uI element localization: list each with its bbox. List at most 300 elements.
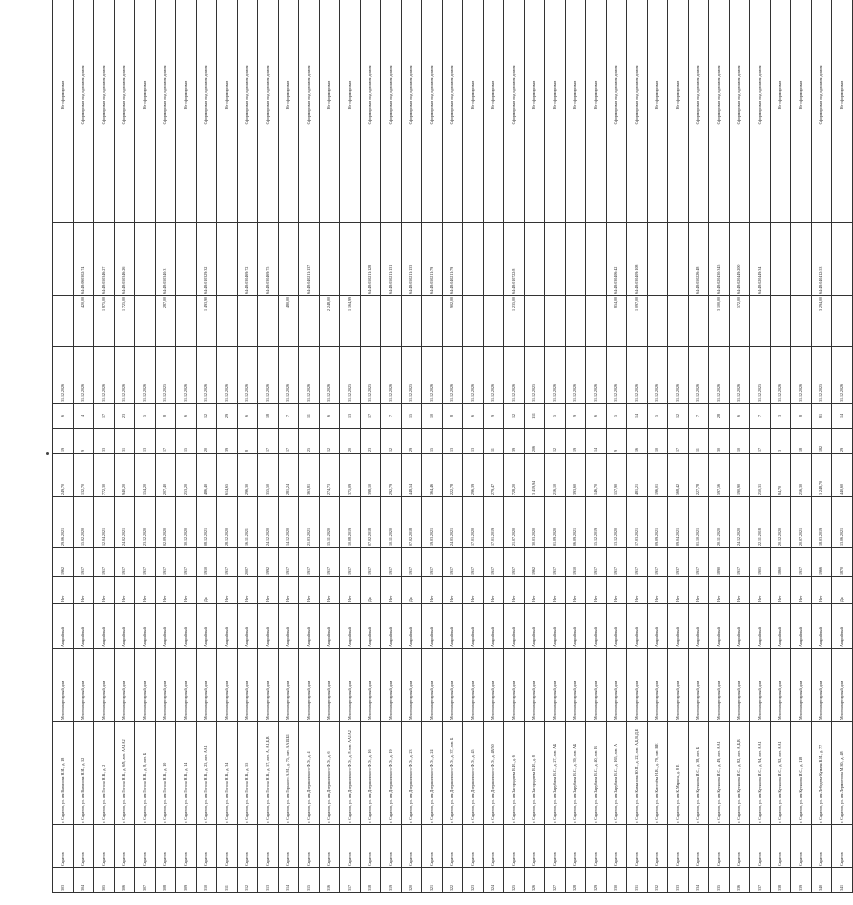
table-cell: Саратов [135, 825, 156, 868]
table-cell: 292,79 [381, 454, 402, 497]
table-cell: Многоквартирный дом [135, 649, 156, 722]
table-cell: Многоквартирный дом [504, 649, 525, 722]
table-cell: 332 [647, 868, 668, 893]
table-cell: 2 248,00 [319, 296, 340, 347]
table-cell: Не сформирован [176, 0, 197, 223]
table-cell: Многоквартирный дом [791, 649, 812, 722]
table-cell: г. Саратов, ул. им Киселёва Н.В., д. 79, лит. ВЕ [647, 722, 668, 825]
table-cell: 375,09 [340, 454, 361, 497]
table-row [360, 0, 381, 893]
table-cell: Многоквартирный дом [196, 649, 217, 722]
table-cell: 31.12.2025 [155, 347, 176, 404]
table-cell: Нет [750, 577, 771, 604]
table-cell: 3 248,70 [811, 454, 832, 497]
table-cell [483, 296, 504, 347]
table-cell: 31.12.2026 [606, 347, 627, 404]
table-cell: 1917 [422, 548, 443, 577]
table-cell: 1 725,00 [114, 296, 135, 347]
table-cell: 08.12.2021 [196, 497, 217, 548]
table-cell: 30 [709, 429, 730, 454]
table-cell: 481,21 [627, 454, 648, 497]
table-cell: г. Саратов, ул. им Дзержинского Ф.Э., д. 23 [401, 722, 422, 825]
table-row [442, 0, 463, 893]
table-cell [832, 296, 853, 347]
table-cell: 1 493,90 [196, 296, 217, 347]
table-cell [53, 296, 74, 347]
table-cell [770, 223, 791, 296]
table-cell: Нет [524, 577, 545, 604]
table-cell: г. Саратов, ул. им Вавилова Н.И., д. 18 [53, 722, 74, 825]
table-cell: 322 [442, 868, 463, 893]
table-cell: 10 [729, 429, 750, 454]
table-cell: 13.06.2021 [832, 497, 853, 548]
table-cell: г. Саратов, ул. им Дзержинского Ф.Э., д. 6 [319, 722, 340, 825]
table-cell: 64:48:060302:74 [73, 223, 94, 296]
table-cell: Многоквартирный дом [668, 649, 689, 722]
table-cell: г. Саратов, ул. им Дзержинского Ф.Э., д. 16 [360, 722, 381, 825]
table-cell: 12 [668, 404, 689, 429]
table-cell: 319 [381, 868, 402, 893]
table-cell: 196,01 [647, 454, 668, 497]
table-cell: г. Саратов, ул. им Зарубина В.С., д. 39, лит. АБ [565, 722, 586, 825]
table-cell [135, 223, 156, 296]
table-cell: 17 [360, 404, 381, 429]
table-cell: 31.12.2026 [565, 347, 586, 404]
table-row [811, 0, 832, 893]
table-cell: 340 [811, 868, 832, 893]
table-cell: 1917 [176, 548, 197, 577]
table-cell: 1905 [750, 548, 771, 577]
table-cell: 1917 [791, 548, 812, 577]
table-cell: 17 [155, 429, 176, 454]
table-cell: Нет [586, 577, 607, 604]
table-cell: 1917 [360, 548, 381, 577]
table-cell: 8 [155, 404, 176, 429]
table-cell: 190,90 [729, 454, 750, 497]
table-cell: Не сформирован [647, 0, 668, 223]
table-cell [770, 296, 791, 347]
table-cell: Нет [155, 577, 176, 604]
table-cell: Нет [94, 577, 115, 604]
table-cell: Саратов [422, 825, 443, 868]
table-cell: Нет [340, 577, 361, 604]
table-cell: 31.12.2026 [668, 347, 689, 404]
table-cell: 296,30 [237, 454, 258, 497]
table-cell: г. Саратов, ул. им Гоголя Н.В., д. 55 [237, 722, 258, 825]
table-cell: Многоквартирный дом [709, 649, 730, 722]
table-cell: 09.04.2021 [668, 497, 689, 548]
table-cell: Аварийный [750, 604, 771, 649]
table-cell: 13 [463, 429, 484, 454]
table-cell: 7 [750, 404, 771, 429]
table-cell: Аварийный [668, 604, 689, 649]
table-cell: Саратов [463, 825, 484, 868]
table-cell: Не сформирован [463, 0, 484, 223]
table-cell: 14 [586, 429, 607, 454]
table-cell: 1917 [729, 548, 750, 577]
table-cell: 20 [196, 429, 217, 454]
table-cell: Многоквартирный дом [176, 649, 197, 722]
table-cell: 1 097,00 [627, 296, 648, 347]
table-cell: 31.12.2026 [688, 347, 709, 404]
table-cell: 157,90 [606, 454, 627, 497]
table-cell: Аварийный [463, 604, 484, 649]
table-cell: Саратов [729, 825, 750, 868]
table-cell: Многоквартирный дом [750, 649, 771, 722]
table-cell: 310 [196, 868, 217, 893]
table-cell: Нет [565, 577, 586, 604]
table-cell: 1917 [545, 548, 566, 577]
table-cell: 256,30 [791, 454, 812, 497]
table-cell: 64:48:050346:27 [94, 223, 115, 296]
table-cell: Нет [709, 577, 730, 604]
table-cell: 311 [217, 868, 238, 893]
table-cell: 13 [135, 429, 156, 454]
table-cell: 31.12.2026 [463, 347, 484, 404]
table-cell: 17 [750, 429, 771, 454]
table-cell: 31.12.2026 [483, 347, 504, 404]
table-cell: Не сформирован [668, 0, 689, 223]
table-cell: 12 [319, 429, 340, 454]
table-cell: 1917 [299, 548, 320, 577]
table-cell: 15 [401, 404, 422, 429]
table-cell: Многоквартирный дом [319, 649, 340, 722]
table-cell: 4 [73, 404, 94, 429]
table-cell: 64:48:050226:48 [688, 223, 709, 296]
table-cell: Аварийный [278, 604, 299, 649]
table-cell: Да [401, 577, 422, 604]
table-cell [401, 296, 422, 347]
table-row [237, 0, 258, 893]
table-cell: Аварийный [524, 604, 545, 649]
table-cell: 1917 [155, 548, 176, 577]
table-cell: 15.11.2020 [319, 497, 340, 548]
table-cell: Сформирован под однимом домом [401, 0, 422, 223]
table-cell: 6 [53, 404, 74, 429]
table-cell: 329 [586, 868, 607, 893]
table-cell: Аварийный [196, 604, 217, 649]
table-cell: 338 [770, 868, 791, 893]
table-cell: Нет [176, 577, 197, 604]
table-cell: Аварийный [422, 604, 443, 649]
table-row [504, 0, 525, 893]
table-cell: Многоквартирный дом [53, 649, 74, 722]
table-cell: Нет [811, 577, 832, 604]
table-cell [360, 296, 381, 347]
table-cell: Нет [114, 577, 135, 604]
table-cell: 2007 [237, 548, 258, 577]
table-cell: 902,00 [442, 296, 463, 347]
table-row [729, 0, 750, 893]
table-cell: Аварийный [73, 604, 94, 649]
table-row [176, 0, 197, 893]
table-cell: Многоквартирный дом [442, 649, 463, 722]
table-cell: Саратов [688, 825, 709, 868]
table-cell: Аварийный [770, 604, 791, 649]
table-cell: 3 419,94 [524, 454, 545, 497]
table-cell: 154,20 [135, 454, 156, 497]
table-cell: Сформирован под однимом домом [606, 0, 627, 223]
table-cell: Сформирован под однимом домом [688, 0, 709, 223]
table-cell: Не сформирован [545, 0, 566, 223]
table-cell: Аварийный [155, 604, 176, 649]
table-cell: 01.10.2021 [688, 497, 709, 548]
table-cell: Нет [299, 577, 320, 604]
table-cell: 02.09.2020 [155, 497, 176, 548]
table-cell: 8 [237, 429, 258, 454]
table-cell: 3 [770, 404, 791, 429]
table-cell: 1870 [832, 548, 853, 577]
table-cell: 13 [340, 404, 361, 429]
table-cell: Не сформирован [791, 0, 812, 223]
table-cell: Многоквартирный дом [258, 649, 279, 722]
table-row [832, 0, 853, 893]
table-cell: 64:48:020449:200 [729, 223, 750, 296]
table-row [586, 0, 607, 893]
table-cell: 33 [94, 429, 115, 454]
table-cell: 1917 [688, 548, 709, 577]
table-cell: 12 [504, 404, 525, 429]
table-cell: г. Саратов, ул. им Дзержинского Ф.Э., д. 24 [422, 722, 443, 825]
table-cell [647, 223, 668, 296]
table-cell: г. Саратов, ул. им Дзержинского Ф.Э., д. 48/50 [483, 722, 504, 825]
table-cell: Нет [545, 577, 566, 604]
table-cell: 339 [791, 868, 812, 893]
table-cell: г. Саратов, ул. им Гоголя Н.В., д. 34 [217, 722, 238, 825]
table-row [524, 0, 545, 893]
table-cell: 29 [401, 429, 422, 454]
table-cell: Не сформирован [483, 0, 504, 223]
table-cell: 393,60 [565, 454, 586, 497]
table-cell: 5 [606, 404, 627, 429]
table-cell: Многоквартирный дом [360, 649, 381, 722]
table-cell: Аварийный [114, 604, 135, 649]
table-cell [53, 223, 74, 296]
table-cell: Аварийный [688, 604, 709, 649]
table-cell: 274,73 [319, 454, 340, 497]
table-cell: 207,40 [155, 454, 176, 497]
table-cell: 31.12.2026 [627, 347, 648, 404]
table-cell: 64:48:020430:345 [709, 223, 730, 296]
table-cell: 333 [668, 868, 689, 893]
table-cell: Сформирован под однимом домом [811, 0, 832, 223]
table-cell: Аварийный [729, 604, 750, 649]
table-cell: 10 [647, 429, 668, 454]
table-cell: 5 [545, 404, 566, 429]
table-cell: 8 [442, 404, 463, 429]
table-cell: Саратов [524, 825, 545, 868]
table-cell: 940,20 [114, 454, 135, 497]
table-cell: 398,10 [360, 454, 381, 497]
table-cell: Саратов [94, 825, 115, 868]
table-cell: г. Саратов, ул. им Зарубина В.С., д. 40, лит. В [586, 722, 607, 825]
table-cell: Саратов [258, 825, 279, 868]
table-cell: г. Саратов, ул. им Дзержинского Ф.Э., д. 8 лит. АА1А2 [340, 722, 361, 825]
table-cell: 3 100,00 [709, 296, 730, 347]
table-cell: 17 [258, 429, 279, 454]
table-cell: 334 [688, 868, 709, 893]
table-cell: 64:48:050340:3 [155, 223, 176, 296]
table-cell [319, 223, 340, 296]
table-cell: 1917 [217, 548, 238, 577]
table-cell: 31.12.2025 [401, 347, 422, 404]
table-cell: Саратов [586, 825, 607, 868]
table-cell: 15.12.2019 [586, 497, 607, 548]
table-cell: г. Саратов, ул. им К.Маркса, д. 8 Е [668, 722, 689, 825]
table-cell: г. Саратов, ул. им Лермонтова М.Ю., д. 48 [832, 722, 853, 825]
table-cell: 31.12.2025 [340, 347, 361, 404]
table-cell: Саратов [360, 825, 381, 868]
table-cell: Аварийный [811, 604, 832, 649]
table-cell: г. Саратов, ул. им Загороднева В.И., д. 8 [524, 722, 545, 825]
table-cell: Многоквартирный дом [401, 649, 422, 722]
table-cell: 21.07.2020 [504, 497, 525, 548]
table-cell: 18 [258, 404, 279, 429]
table-cell [668, 296, 689, 347]
table-cell: 6 [237, 404, 258, 429]
table-cell: г. Саратов, ул. им Гоголя Н.В., д. 10 [155, 722, 176, 825]
table-cell [832, 223, 853, 296]
table-cell: 64:48:050346:26 [114, 223, 135, 296]
table-cell: 1910 [196, 548, 217, 577]
table-cell: 25 [299, 429, 320, 454]
table-cell: 486,40 [196, 454, 217, 497]
table-cell: 20.11.2020 [709, 497, 730, 548]
table-cell: 8 [791, 404, 812, 429]
table-cell: Многоквартирный дом [217, 649, 238, 722]
table-cell: 287,00 [155, 296, 176, 347]
table-cell: 07.02.2018 [360, 497, 381, 548]
table-cell: Нет [381, 577, 402, 604]
table-cell: 17.03.2021 [627, 497, 648, 548]
table-cell [176, 296, 197, 347]
table-cell: Нет [53, 577, 74, 604]
table-cell: 10 [422, 404, 443, 429]
table-cell: 6 [319, 404, 340, 429]
table-cell: 1962 [524, 548, 545, 577]
table-row [319, 0, 340, 893]
table-cell: 1992 [258, 548, 279, 577]
table-cell: Сформирован под однимом домом [94, 0, 115, 223]
table-cell: 250,31 [750, 454, 771, 497]
table-row [217, 0, 238, 893]
table-cell: 15 [176, 429, 197, 454]
table-cell: 23 [114, 404, 135, 429]
table-cell: г. Саратов, ул. им Лебедева-Кумача В.И., д. 77 [811, 722, 832, 825]
table-cell: г. Саратов, ул. им Дзержинского Ф.Э., д. 19 [381, 722, 402, 825]
table-cell: Многоквартирный дом [688, 649, 709, 722]
table-cell: Сформирован под однимом домом [442, 0, 463, 223]
table-cell: Многоквартирный дом [278, 649, 299, 722]
table-cell: 81 [811, 404, 832, 429]
table-cell: Нет [729, 577, 750, 604]
table-cell: Да [196, 577, 217, 604]
table-cell: 09.09.2021 [647, 497, 668, 548]
table-cell: Саратов [504, 825, 525, 868]
table-cell: Нет [483, 577, 504, 604]
table-cell: 14 [627, 404, 648, 429]
table-cell: 64:48:030469:72 [237, 223, 258, 296]
table-cell: 1917 [647, 548, 668, 577]
table-cell: Нет [73, 577, 94, 604]
table-cell: Саратов [545, 825, 566, 868]
table-cell: 1917 [381, 548, 402, 577]
table-cell: 614,65 [217, 454, 238, 497]
table-cell: 64:48:050211:128 [360, 223, 381, 296]
table-row [53, 0, 74, 893]
table-cell: Не сформирован [135, 0, 156, 223]
table-cell: 31.12.2026 [381, 347, 402, 404]
table-cell: 1917 [627, 548, 648, 577]
table-cell: Нет [442, 577, 463, 604]
table-cell: 324 [483, 868, 504, 893]
table-cell: Нет [688, 577, 709, 604]
table-cell: Многоквартирный дом [524, 649, 545, 722]
table-cell [278, 223, 299, 296]
table-cell: Саратов [319, 825, 340, 868]
table-cell [463, 223, 484, 296]
table-cell: 31.12.2026 [729, 347, 750, 404]
table-cell: Нет [668, 577, 689, 604]
table-row [196, 0, 217, 893]
table-cell: Саратов [114, 825, 135, 868]
table-cell: 305 [94, 868, 115, 893]
table-cell: 15.02.2020 [73, 497, 94, 548]
table-cell: Аварийный [319, 604, 340, 649]
table-cell: 325 [504, 868, 525, 893]
table-cell: Сформирован под однимом домом [155, 0, 176, 223]
table-cell: Не сформирован [319, 0, 340, 223]
table-row [135, 0, 156, 893]
table-cell: 10.08.2019 [340, 497, 361, 548]
table-cell: 315 [299, 868, 320, 893]
table-cell: 146,70 [586, 454, 607, 497]
table-cell: Аварийный [442, 604, 463, 649]
table-cell: Аварийный [832, 604, 853, 649]
table-cell [586, 223, 607, 296]
table-cell: г. Саратов, ул. им Зарубина В.С., д. 165, лит. А [606, 722, 627, 825]
table-cell: 3 294,00 [811, 296, 832, 347]
table-cell: Нет [504, 577, 525, 604]
table-cell: 29.06.2021 [53, 497, 74, 548]
table-cell: 1917 [278, 548, 299, 577]
table-cell: 21.03.2021 [299, 497, 320, 548]
table-cell: Саратов [176, 825, 197, 868]
table-row [422, 0, 443, 893]
table-cell: 1917 [606, 548, 627, 577]
table-cell: 216,10 [545, 454, 566, 497]
table-cell: Сформирован под однимом домом [729, 0, 750, 223]
table-row [627, 0, 648, 893]
table-cell: 31.12.2026 [176, 347, 197, 404]
table-cell: Аварийный [791, 604, 812, 649]
table-cell: Не сформирован [278, 0, 299, 223]
table-cell: Саратов [668, 825, 689, 868]
table-cell: Саратов [811, 825, 832, 868]
table-cell: Сформирован под однимом домом [750, 0, 771, 223]
table-cell: Сформирован под однимом домом [73, 0, 94, 223]
table-cell: 20.12.2020 [770, 497, 791, 548]
page-mark-dot [46, 452, 49, 455]
table-cell: 31.12.2026 [135, 347, 156, 404]
table-cell: 14 [832, 404, 853, 429]
table-cell: 64:48:050211:79 [422, 223, 443, 296]
emergency-housing-table [52, 0, 853, 893]
table-cell: 1966 [811, 548, 832, 577]
table-cell: 7 [688, 404, 709, 429]
table-cell [565, 223, 586, 296]
table-cell: 12 [545, 429, 566, 454]
